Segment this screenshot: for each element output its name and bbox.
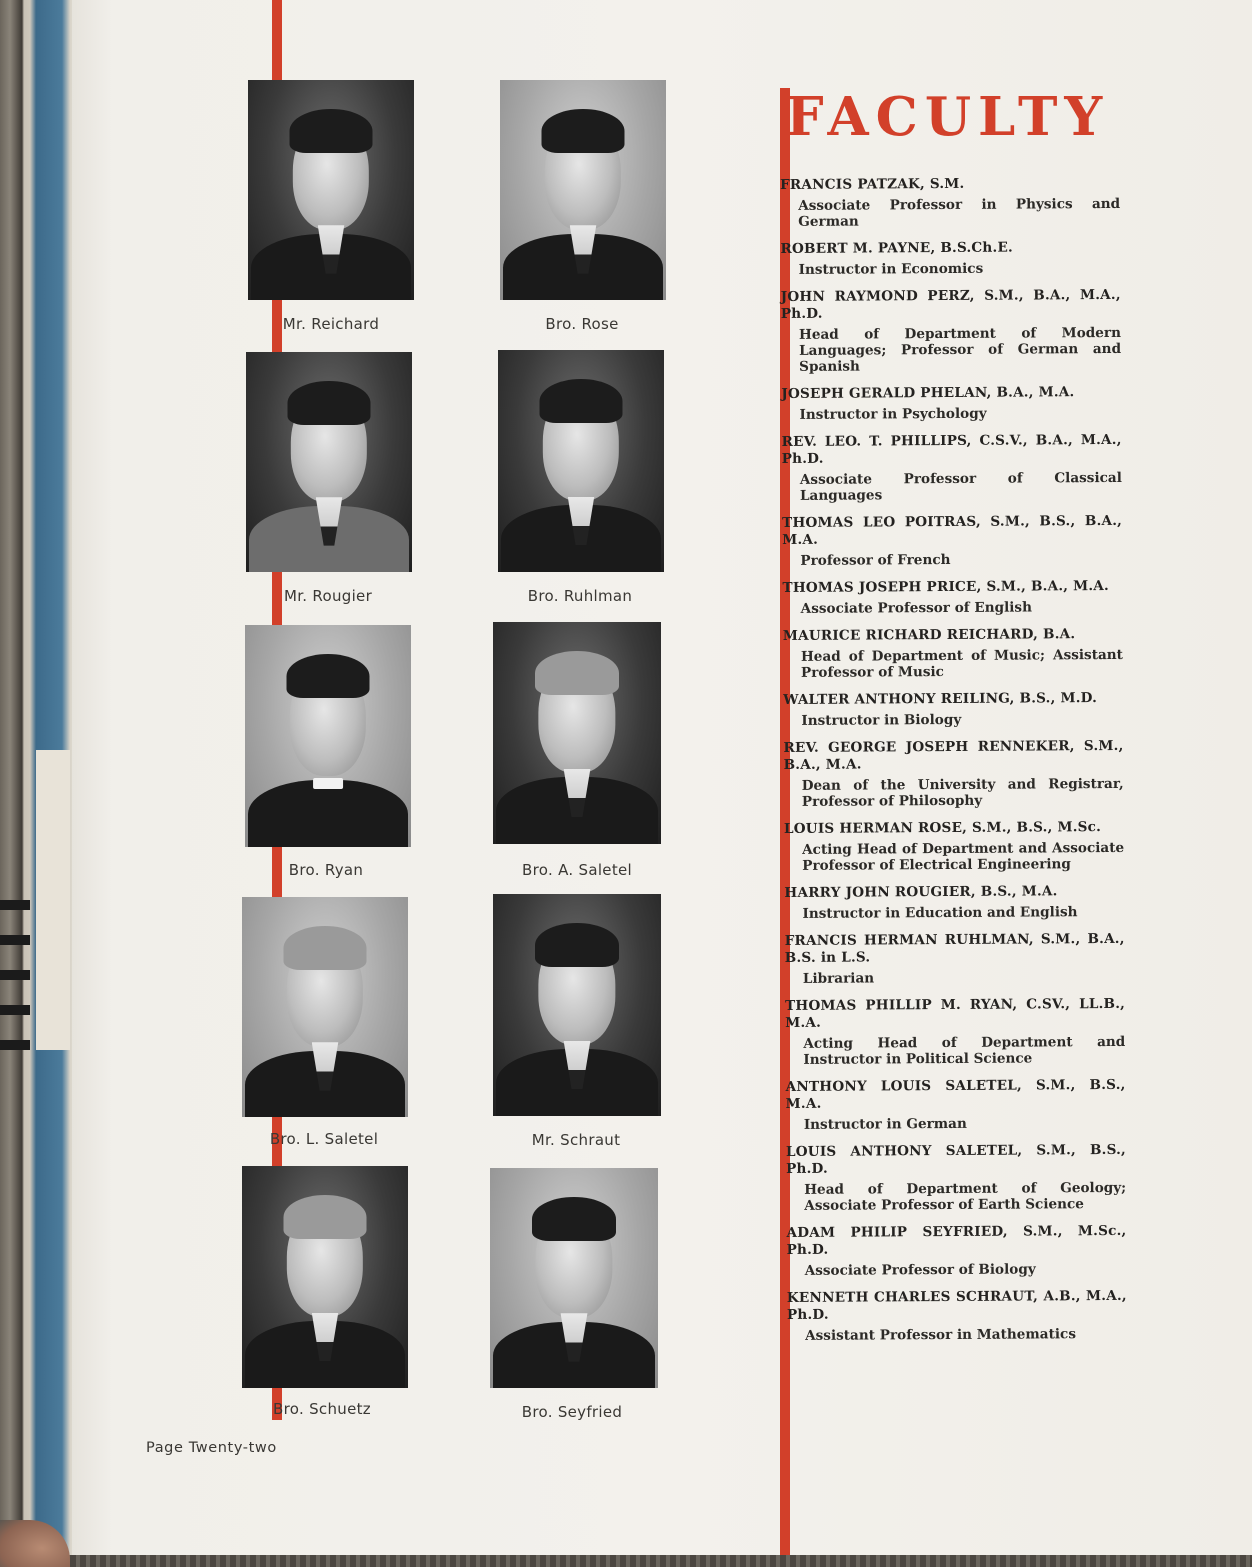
photo-caption: Mr. Schraut (531, 1131, 621, 1149)
photo-caption: Bro. L. Saletel (269, 1130, 379, 1148)
binding-stripe (0, 900, 30, 910)
faculty-entry (787, 1288, 1127, 1344)
binding-stripe (0, 970, 30, 980)
faculty-role: Instructor in Economics (798, 260, 984, 278)
faculty-role: Instructor in Education and English (802, 904, 1078, 922)
binding-stripe (0, 935, 30, 945)
portrait-photo (246, 352, 412, 572)
faculty-name: MAURICE RICHARD REICHARD, B.A. (782, 626, 1076, 644)
faculty-role: Head of Department of Modern Languages; Professor of German and Spanish (798, 324, 1122, 375)
faculty-role: Associate Professor in Physics and German (798, 195, 1121, 230)
faculty-entry (786, 1077, 1126, 1133)
faculty-name: JOSEPH GERALD PHELAN, B.A., M.A. (781, 384, 1075, 402)
binding-stripe (0, 1040, 30, 1050)
photo-caption: Bro. Rose (545, 315, 619, 333)
faculty-entry (783, 690, 1123, 729)
portrait-photo (248, 80, 414, 300)
faculty-role: Associate Professor of English (800, 599, 1032, 617)
page-bottom-edge (0, 1555, 1252, 1567)
faculty-name: THOMAS PHILLIP M. RYAN, C.SV., LL.B., M.A. (785, 995, 1126, 1031)
faculty-role: Assistant Professor in Mathematics (805, 1326, 1077, 1344)
binding-stripe (0, 1005, 30, 1015)
portrait-photo (490, 1168, 658, 1388)
faculty-entry (785, 996, 1125, 1068)
binding-panel (36, 750, 70, 1050)
portrait-photo (493, 894, 661, 1116)
faculty-name: REV. LEO. T. PHILLIPS, C.S.V., B.A., M.A., Ph.D. (781, 431, 1122, 467)
faculty-role: Librarian (802, 970, 875, 987)
faculty-role: Acting Head of Department and Associate Professor of Electrical Engineering (802, 839, 1125, 874)
faculty-role: Head of Department of Geology; Associate Professor of Earth Science (804, 1179, 1127, 1214)
faculty-role: Associate Professor of Classical Languages (799, 469, 1122, 504)
page-number: Page Twenty-two (146, 1440, 277, 1456)
faculty-name: THOMAS JOSEPH PRICE, S.M., B.A., M.A. (782, 577, 1110, 596)
faculty-name: ANTHONY LOUIS SALETEL, S.M., B.S., M.A. (785, 1076, 1126, 1112)
faculty-entry (783, 738, 1123, 810)
faculty-name: HARRY JOHN ROUGIER, B.S., M.A. (784, 883, 1058, 901)
faculty-name: LOUIS HERMAN ROSE, S.M., B.S., M.Sc. (783, 819, 1102, 837)
photo-caption: Bro. Schuetz (273, 1400, 371, 1418)
faculty-entry (782, 432, 1122, 504)
portrait-photo (493, 622, 661, 844)
faculty-name: WALTER ANTHONY REILING, B.S., M.D. (783, 690, 1098, 708)
portrait-photo (500, 80, 666, 300)
faculty-role: Acting Head of Department and Instructor in Political Science (803, 1033, 1126, 1068)
faculty-name: KENNETH CHARLES SCHRAUT, A.B., M.A., Ph.D. (786, 1287, 1127, 1323)
portrait-photo (242, 1166, 408, 1388)
faculty-entry (780, 175, 1120, 230)
photo-caption: Bro. Ruhlman (527, 587, 633, 605)
portrait-photo (242, 897, 408, 1117)
faculty-name: FRANCIS HERMAN RUHLMAN, S.M., B.A., B.S. in L.S. (784, 930, 1125, 966)
faculty-name: FRANCIS PATZAK, S.M. (780, 175, 965, 193)
faculty-name: REV. GEORGE JOSEPH RENNEKER, S.M., B.A., M.A. (783, 737, 1124, 773)
faculty-name: THOMAS LEO POITRAS, S.M., B.S., B.A., M.A. (782, 512, 1123, 548)
faculty-entry (783, 626, 1123, 681)
faculty-name: LOUIS ANTHONY SALETEL, S.M., B.S., Ph.D. (785, 1141, 1126, 1177)
faculty-role: Professor of French (800, 551, 951, 569)
faculty-role: Instructor in Psychology (799, 405, 987, 423)
faculty-entry (784, 883, 1124, 922)
photo-caption: Bro. A. Saletel (522, 861, 632, 879)
faculty-entry (782, 578, 1122, 617)
faculty-name: ROBERT M. PAYNE, B.S.Ch.E. (780, 239, 1013, 257)
faculty-role: Instructor in German (803, 1115, 967, 1133)
photo-caption: Bro. Seyfried (521, 1403, 623, 1421)
faculty-entry (780, 239, 1120, 278)
photo-caption: Mr. Reichard (282, 315, 380, 333)
faculty-entry (785, 931, 1125, 987)
photo-caption: Mr. Rougier (283, 587, 373, 605)
faculty-role: Associate Professor of Biology (804, 1261, 1036, 1279)
faculty-list (780, 175, 1127, 1355)
faculty-entry (784, 819, 1124, 874)
faculty-name: JOHN RAYMOND PERZ, S.M., B.A., M.A., Ph.D. (780, 286, 1121, 322)
faculty-entry (781, 384, 1121, 423)
faculty-entry (781, 287, 1122, 375)
book-binding (0, 0, 78, 1567)
faculty-name: ADAM PHILIP SEYFRIED, S.M., M.Sc., Ph.D. (786, 1222, 1127, 1258)
faculty-entry (786, 1142, 1126, 1214)
faculty-entry (782, 513, 1122, 569)
photo-caption: Bro. Ryan (288, 861, 364, 879)
page-title: FACULTY (786, 86, 1110, 148)
faculty-role: Instructor in Biology (801, 711, 962, 729)
portrait-photo (498, 350, 664, 572)
faculty-role: Head of Department of Music; Assistant Professor of Music (800, 646, 1123, 681)
portrait-photo (245, 625, 411, 847)
faculty-role: Dean of the University and Registrar, Professor of Philosophy (801, 775, 1124, 810)
faculty-entry (786, 1223, 1126, 1279)
